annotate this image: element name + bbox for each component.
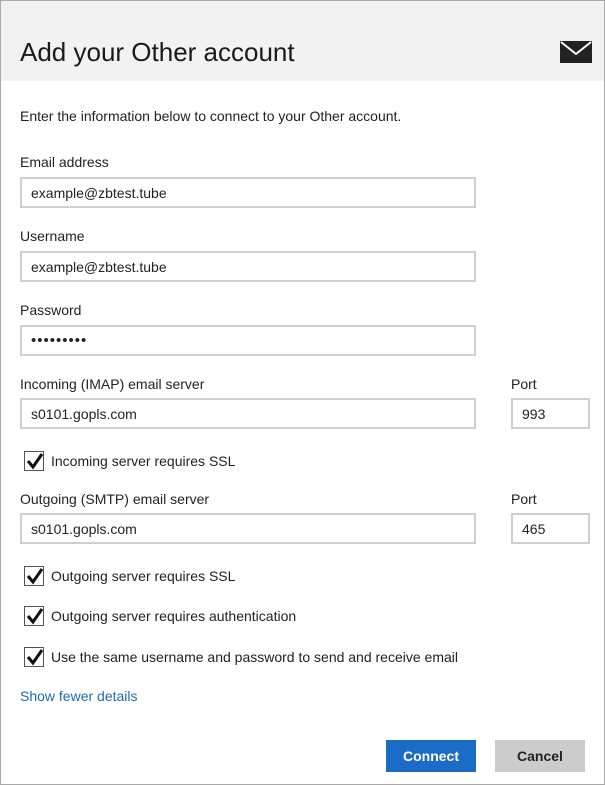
username-label: Username	[20, 228, 85, 244]
incoming-server-field[interactable]	[20, 398, 476, 429]
outgoing-server-label: Outgoing (SMTP) email server	[20, 491, 210, 507]
checkmark-icon	[26, 648, 44, 666]
password-label: Password	[20, 302, 82, 318]
same-credentials-row[interactable]	[24, 647, 458, 667]
username-field[interactable]	[20, 251, 476, 282]
checkmark-icon	[26, 567, 44, 585]
outgoing-port-label: Port	[511, 491, 537, 507]
mail-envelope-icon	[560, 41, 592, 63]
show-fewer-details-link[interactable]: Show fewer details	[20, 688, 138, 704]
outgoing-port-field[interactable]	[511, 513, 590, 544]
outgoing-ssl-checkbox[interactable]	[24, 566, 44, 586]
outgoing-ssl-label: Outgoing server requires SSL	[51, 568, 236, 584]
connect-button[interactable]: Connect	[386, 740, 476, 772]
outgoing-server-field[interactable]	[20, 513, 476, 544]
dialog-header	[1, 1, 604, 81]
email-field[interactable]	[20, 177, 476, 208]
password-field[interactable]	[20, 325, 476, 356]
outgoing-ssl-row[interactable]	[24, 566, 235, 586]
same-credentials-checkbox[interactable]	[24, 647, 44, 667]
dialog-title: Add your Other account	[20, 37, 295, 67]
checkmark-icon	[26, 452, 44, 470]
outgoing-auth-label: Outgoing server requires authentication	[51, 608, 297, 624]
incoming-port-label: Port	[511, 376, 537, 392]
incoming-server-label: Incoming (IMAP) email server	[20, 376, 205, 392]
incoming-ssl-checkbox[interactable]	[24, 451, 44, 471]
incoming-ssl-label: Incoming server requires SSL	[51, 453, 236, 469]
email-label: Email address	[20, 154, 109, 170]
outgoing-auth-row[interactable]	[24, 606, 296, 626]
same-credentials-label: Use the same username and password to send and receive email	[51, 649, 458, 665]
cancel-button[interactable]: Cancel	[495, 740, 585, 772]
incoming-port-field[interactable]	[511, 398, 590, 429]
incoming-ssl-row[interactable]	[24, 451, 235, 471]
checkmark-icon	[26, 607, 44, 625]
outgoing-auth-checkbox[interactable]	[24, 606, 44, 626]
intro-text: Enter the information below to connect to your Other account.	[20, 108, 402, 124]
